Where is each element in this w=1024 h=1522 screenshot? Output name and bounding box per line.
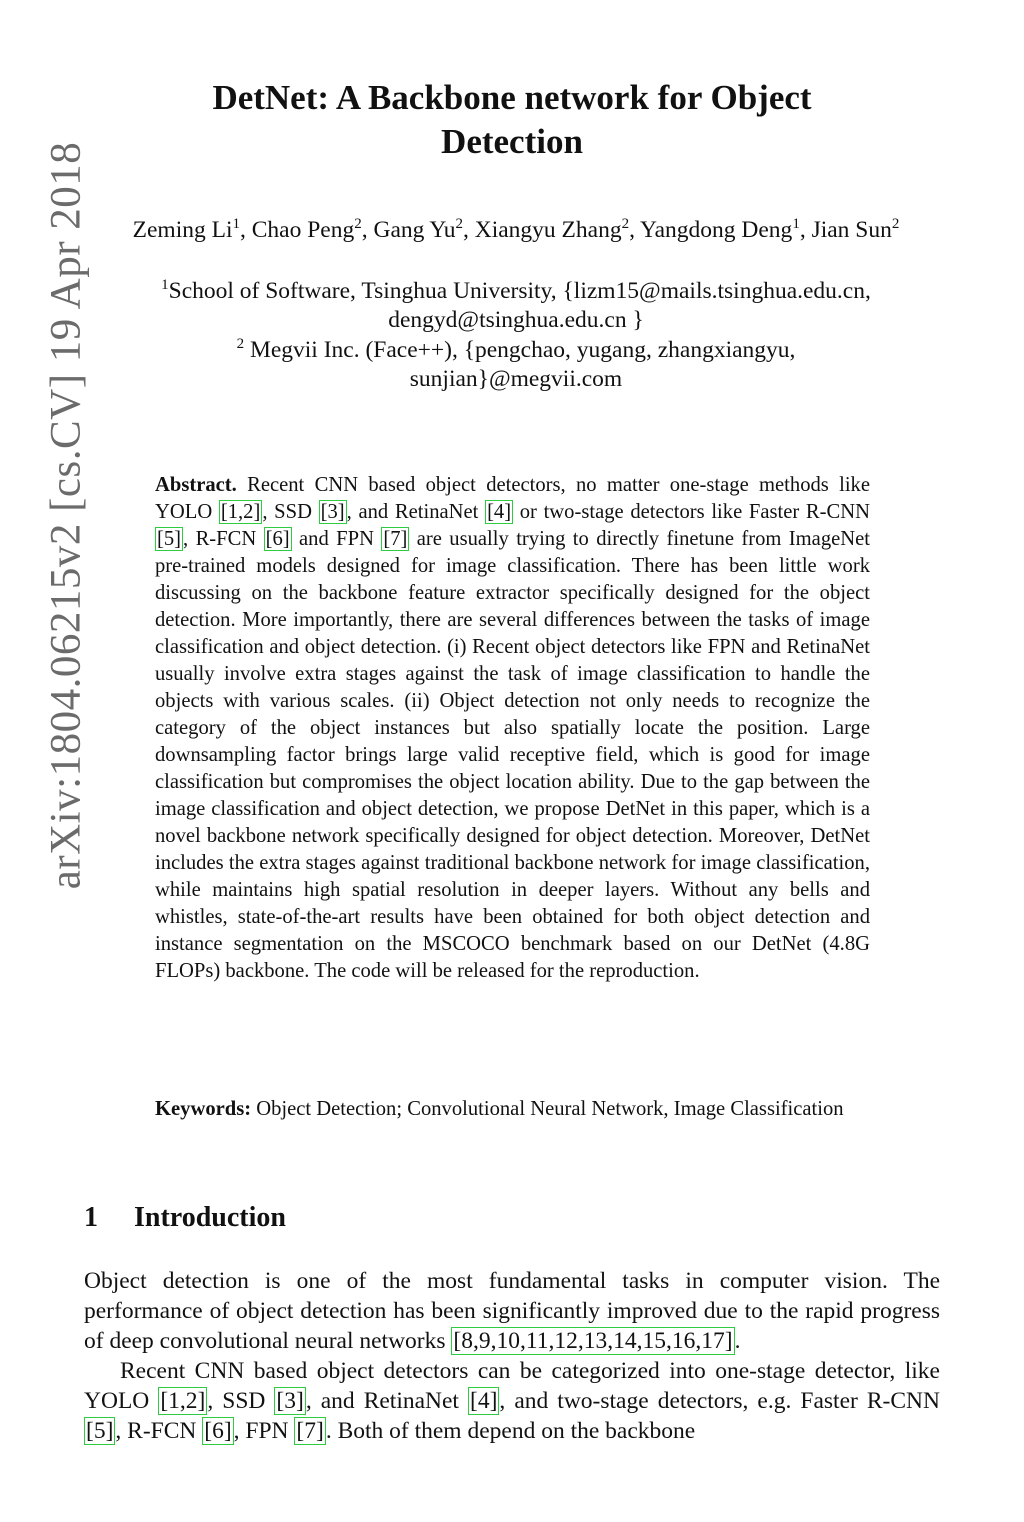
section-number: 1 — [84, 1202, 98, 1233]
intro-text: , and RetinaNet — [305, 1388, 469, 1414]
affiliation-2 — [84, 336, 948, 394]
author-affiliation-mark: 1 — [792, 216, 800, 233]
author-affiliation-mark: 1 — [232, 216, 240, 233]
citation-link[interactable]: [4] — [487, 501, 512, 523]
citation-link[interactable]: [5] — [86, 1418, 114, 1444]
affiliation-1 — [84, 277, 948, 335]
citation-link[interactable]: [4] — [470, 1388, 498, 1414]
intro-text: Recent CNN based object detectors can be categorized into one-stage detector, like YOLO — [84, 1358, 940, 1414]
intro-text: . — [734, 1328, 741, 1354]
arxiv-identifier-stamp — [40, 80, 92, 950]
affiliation-2-mark: 2 — [236, 336, 245, 353]
intro-paragraph-1 — [84, 1266, 940, 1356]
intro-text: , FPN — [233, 1418, 295, 1444]
abstract-label: Abstract. — [155, 474, 237, 496]
keywords — [155, 1096, 870, 1123]
author-name: Gang Yu — [373, 217, 456, 243]
citation-link[interactable]: [8,9,10,11,12,13,14,15,16,17] — [453, 1328, 733, 1354]
paper-title-line-2: Detection — [441, 122, 583, 161]
abstract-text: , SSD — [262, 501, 319, 523]
arxiv-identifier-text: arXiv:1804.06215v2 [cs.CV] 19 Apr 2018 — [42, 141, 90, 889]
intro-text: , and two-stage detectors, e.g. Faster R-CNN — [499, 1388, 940, 1414]
section-title: Introduction — [134, 1202, 286, 1233]
abstract-text: are usually trying to directly finetune from ImageNet pre-trained models designed for image classification. There has been little work discussing on the backbone feature extractor specifically designed for the object detection. More importantly, there are several differences between the tasks of image classification and object detection. (i) Recent object detectors like FPN and RetinaNet usually involve extra stages against the task of image classification to handle the objects with various scales. (ii) Object detection not only needs to recognize the category of the object instances but also spatially locate the position. Large downsampling factor brings large valid receptive field, which is good for image classification but compromises the object location ability. Due to the gap between the image classification and object detection, we propose DetNet in this paper, which is a novel backbone network specifically designed for object detection. Moreover, DetNet includes the extra stages against traditional backbone network for image classification, while maintains high spatial resolution in deeper layers. Without any bells and whistles, state-of-the-art results have been obtained for both object detection and instance segmentation on the MSCOCO benchmark based on our DetNet (4.8G FLOPs) backbone. The code will be released for the reproduction. — [155, 528, 870, 982]
author-list: Zeming Li$^1$, Chao Peng$^2$, Gang Yu$^2$, Xiangyu Zhang$^2$, Yangdong Deng$^1$, Jian Sun$^2$ — [132, 216, 900, 243]
keywords-text: Object Detection; Convolutional Neural Network, Image Classification — [251, 1098, 844, 1120]
citation-link[interactable]: [5] — [157, 528, 182, 550]
abstract-text: and FPN — [291, 528, 382, 550]
affiliation-2-line-1: Megvii Inc. (Face++), {pengchao, yugang, zhangxiangyu, — [244, 337, 796, 363]
citation-link[interactable]: [1,2] — [220, 501, 261, 523]
citation-link[interactable]: [6] — [265, 528, 290, 550]
intro-text: , R-FCN — [115, 1418, 203, 1444]
author-name: Jian Sun — [811, 217, 892, 243]
citation-link[interactable]: [6] — [204, 1418, 232, 1444]
author-name: Yangdong Deng — [639, 217, 793, 243]
affiliation-2-line-2: sunjian}@megvii.com — [409, 366, 623, 392]
intro-text: Object detection is one of the most fundamental tasks in computer vision. The performance of object detection has been significantly improved due to the rapid progress of deep convolutional neural networks — [84, 1268, 940, 1354]
citation-link[interactable]: [3] — [320, 501, 345, 523]
citation-link[interactable]: [7] — [296, 1418, 324, 1444]
intro-paragraph-2 — [84, 1356, 940, 1446]
affiliation-1-mark: 1 — [161, 277, 169, 294]
introduction-body — [84, 1266, 940, 1446]
abstract-text: Recent CNN based object detectors, no matter one-stage methods like YOLO — [155, 474, 870, 523]
affiliation-1-line-1: School of Software, Tsinghua University, {lizm15@mails.tsinghua.edu.cn, — [168, 278, 871, 304]
abstract-text: , and RetinaNet — [346, 501, 486, 523]
author-affiliation-mark: 2 — [455, 216, 463, 233]
intro-text: . Both of them depend on the backbone — [325, 1418, 696, 1444]
citation-link[interactable]: [3] — [276, 1388, 304, 1414]
paper-title-line-1: DetNet: A Backbone network for Object — [212, 78, 812, 117]
citation-link[interactable]: [7] — [383, 528, 408, 550]
author-affiliation-mark: 2 — [621, 216, 630, 233]
abstract-text: or two-stage detectors like Faster R-CNN — [513, 501, 870, 523]
author-affiliation-mark: 2 — [354, 216, 362, 233]
keywords-label: Keywords: — [155, 1098, 252, 1120]
abstract-text: , R-FCN — [183, 528, 264, 550]
paper-title — [120, 76, 904, 164]
citation-link[interactable]: [1,2] — [160, 1388, 206, 1414]
author-affiliation-mark: 2 — [891, 216, 900, 233]
author-name: Xiangyu Zhang — [474, 217, 622, 243]
abstract — [155, 472, 870, 985]
author-name: Chao Peng — [251, 217, 355, 243]
affiliation-1-line-2: dengyd@tsinghua.edu.cn } — [388, 307, 644, 333]
intro-text: , SSD — [207, 1388, 275, 1414]
section-heading-introduction — [84, 1200, 286, 1236]
author-name: Zeming Li — [132, 217, 233, 243]
